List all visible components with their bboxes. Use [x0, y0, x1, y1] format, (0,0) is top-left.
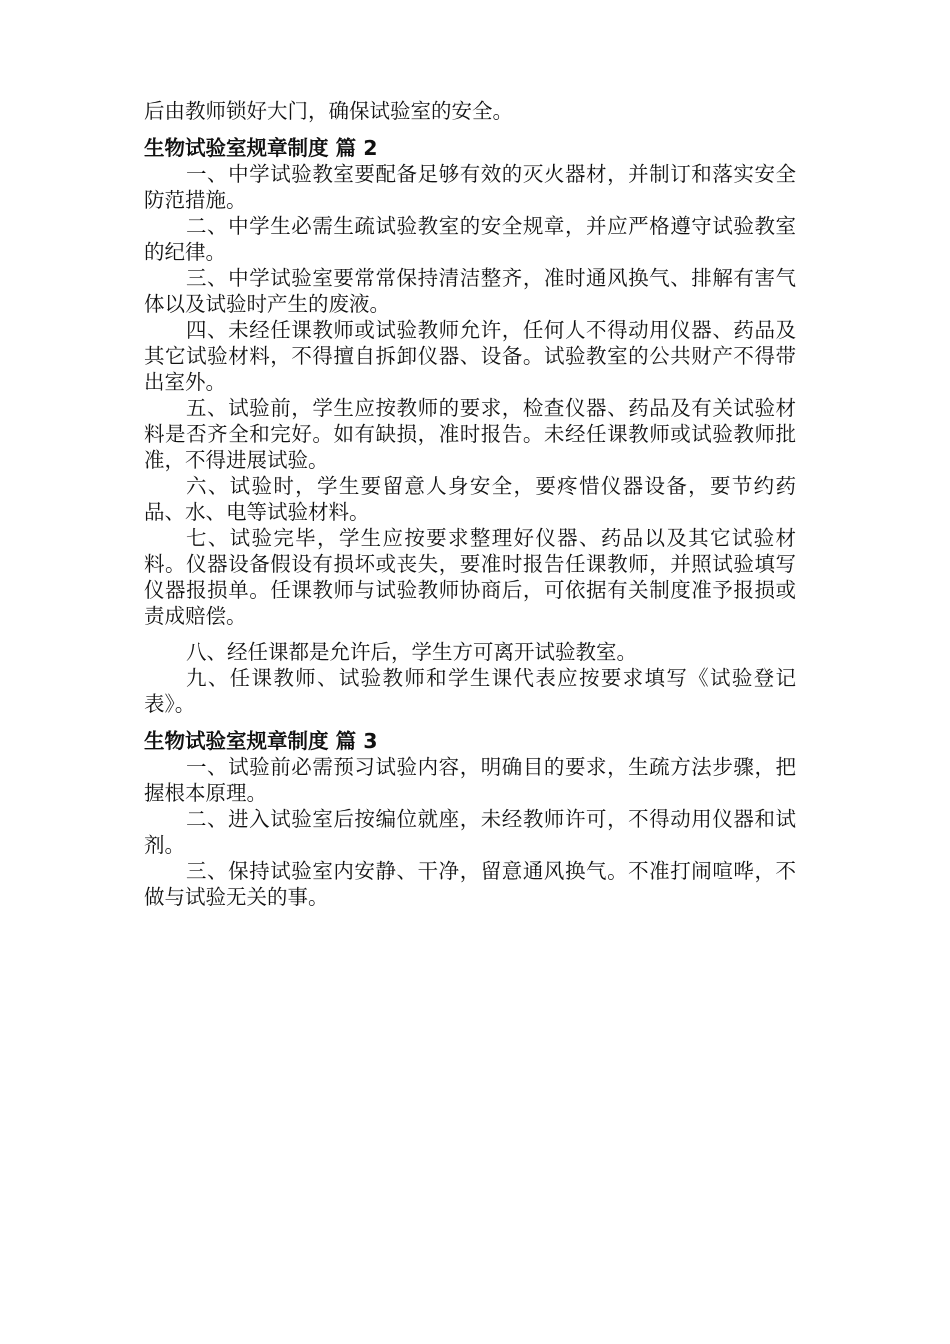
rule-paragraph: 二、中学生必需生疏试验教室的安全规章，并应严格遵守试验教室的纪律。: [144, 214, 796, 264]
continuation-paragraph: 后由教师锁好大门，确保试验室的安全。: [144, 99, 513, 123]
rule-paragraph: 一、试验前必需预习试验内容，明确目的要求，生疏方法步骤，把握根本原理。: [144, 755, 796, 805]
rule-paragraph: 六、试验时，学生要留意人身安全，要疼惜仪器设备，要节约药品、水、电等试验材料。: [144, 474, 796, 524]
rule-paragraph: 七、试验完毕，学生应按要求整理好仪器、药品以及其它试验材料。仪器设备假设有损坏或丧失，要准时报告任课教师，并照试验填写仪器报损单。任课教师与试验教师协商后，可依据有关制度准予报损或责成赔偿。: [144, 526, 796, 628]
rule-paragraph: 八、经任课都是允许后，学生方可离开试验教室。: [186, 640, 637, 664]
rule-paragraph: 三、保持试验室内安静、干净，留意通风换气。不准打闹喧哗，不做与试验无关的事。: [144, 859, 796, 909]
rule-paragraph: 四、未经任课教师或试验教师允许，任何人不得动用仪器、药品及其它试验材料，不得擅自拆卸仪器、设备。试验教室的公共财产不得带出室外。: [144, 318, 796, 394]
rule-paragraph: 五、试验前，学生应按教师的要求，检查仪器、药品及有关试验材料是否齐全和完好。如有缺损，准时报告。未经任课教师或试验教师批准，不得进展试验。: [144, 396, 796, 472]
rule-paragraph: 二、进入试验室后按编位就座，未经教师许可，不得动用仪器和试剂。: [144, 807, 796, 857]
rule-paragraph: 三、中学试验室要常常保持清洁整齐，准时通风换气、排解有害气体以及试验时产生的废液。: [144, 266, 796, 316]
rule-paragraph: 一、中学试验教室要配备足够有效的灭火器材，并制订和落实安全防范措施。: [144, 162, 796, 212]
rule-paragraph: 九、任课教师、试验教师和学生课代表应按要求填写《试验登记表》。: [144, 666, 796, 716]
document-page: [144, 98, 796, 910]
section-heading-2: 生物试验室规章制度 篇 2: [144, 136, 378, 160]
section-heading-3: 生物试验室规章制度 篇 3: [144, 729, 378, 753]
